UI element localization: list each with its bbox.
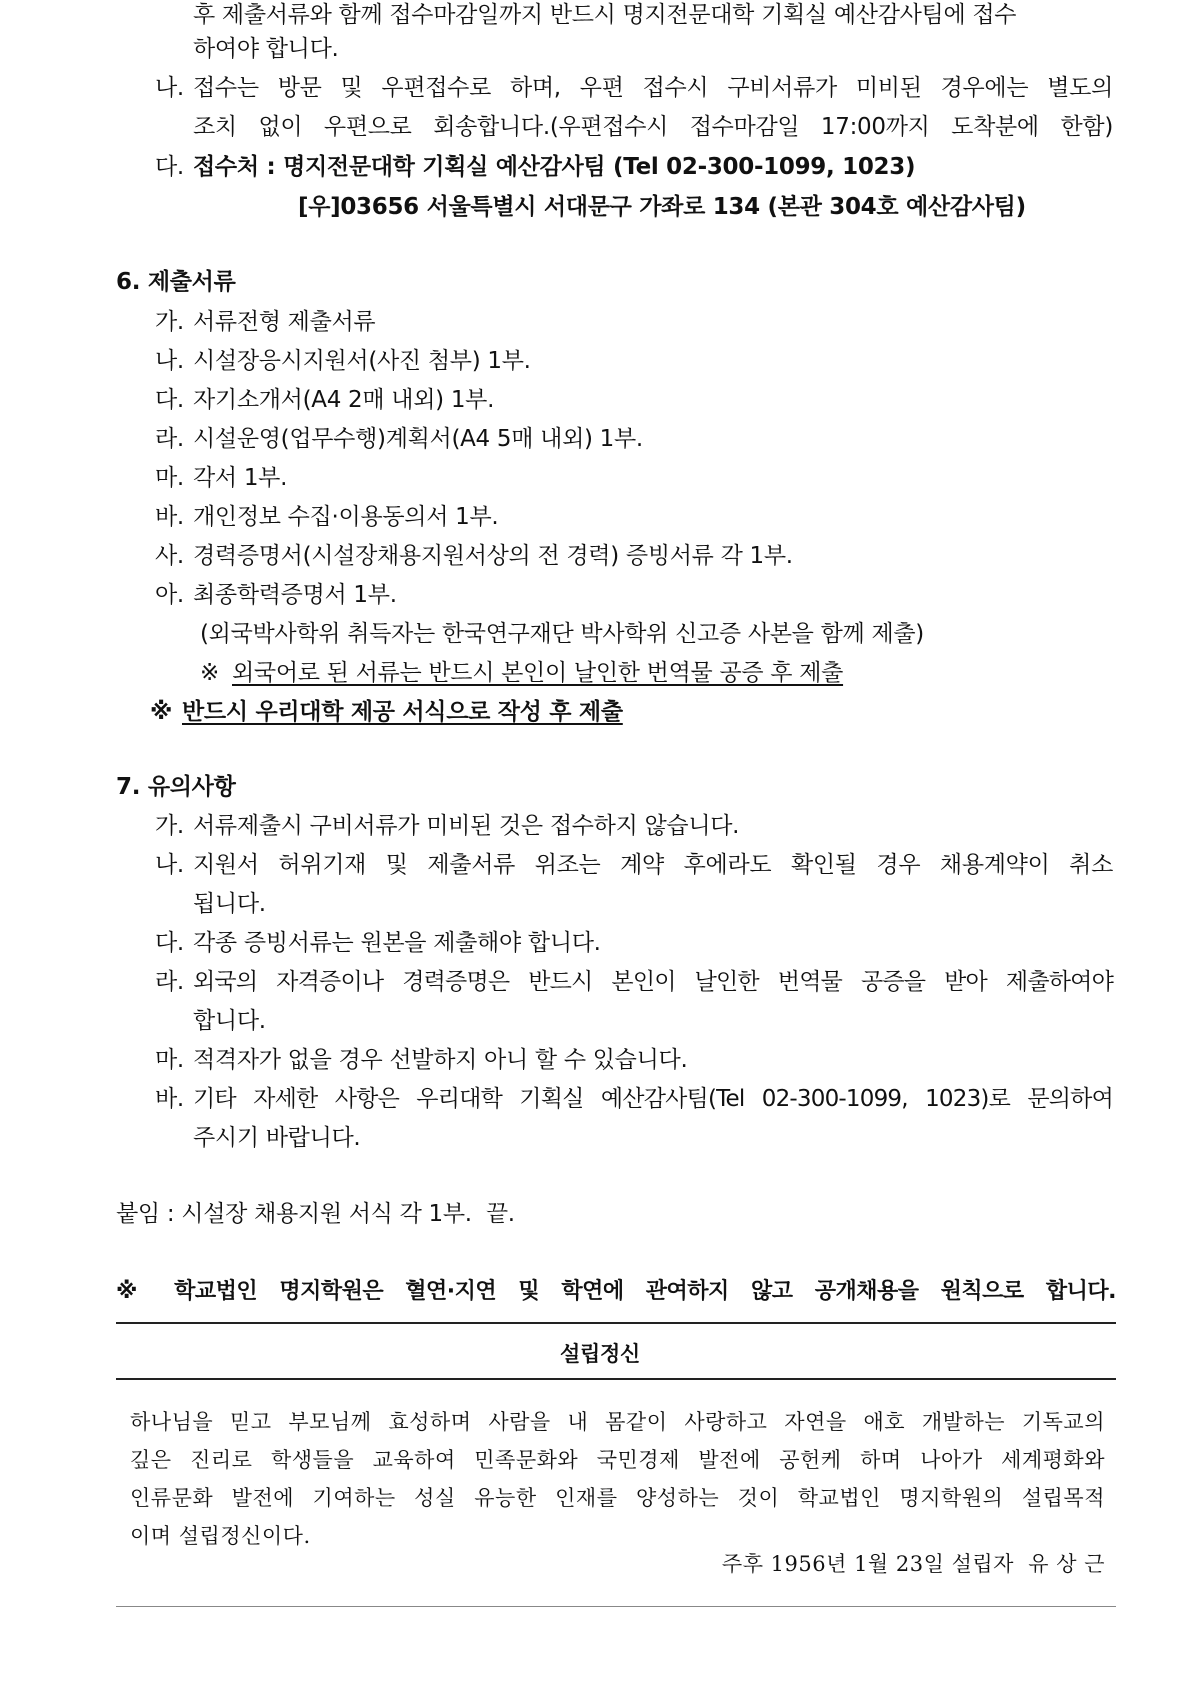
section7-title: 7. 유의사항 <box>116 774 236 800</box>
list-item: 서류제출시 구비서류가 미비된 것은 접수하지 않습니다. <box>193 813 740 839</box>
founding-spirit-title: 설립정신 <box>560 1341 640 1366</box>
list-item: 외국의 자격증이나 경력증명은 반드시 본인이 날인한 번역물 공증을 받아 제출하여야 <box>193 969 1113 995</box>
founding-spirit-line: 하나님을 믿고 부모님께 효성하며 사람을 내 몸같이 사랑하고 자연을 애호 개발하는 기독교의 <box>130 1410 1105 1434</box>
policy-notice: ※ 학교법인 명지학원은 혈연·지연 및 학연에 관여하지 않고 공개채용을 원칙으로 합니다. <box>116 1279 1116 1304</box>
attachment-line: 붙임 : 시설장 채용지원 서식 각 1부. 끝. <box>116 1201 515 1227</box>
section5-item-na-line2: 조치 없이 우편으로 회송합니다.(우편접수시 접수마감일 17:00까지 도착분에 한함) <box>193 114 1113 140</box>
form-note-symbol: ※ <box>150 699 173 725</box>
list-item-marker: 사. <box>155 543 184 569</box>
list-item-marker: 마. <box>155 1047 184 1073</box>
reception-address-line2: [우]03656 서울특별시 서대문구 가좌로 134 (본관 304호 예산감사팀) <box>298 194 1026 220</box>
founding-spirit-line: 이며 설립정신이다. <box>130 1524 311 1548</box>
list-item-marker: 마. <box>155 465 184 491</box>
list-item-marker: 가. <box>155 813 184 839</box>
list-item: 최종학력증명서 1부. <box>193 582 397 608</box>
founding-spirit-line: 인류문화 발전에 기여하는 성실 유능한 인재를 양성하는 것이 학교법인 명지학원의 설립목적 <box>130 1486 1105 1510</box>
form-requirement-note: 반드시 우리대학 제공 서식으로 작성 후 제출 <box>182 699 623 725</box>
section5-intro-line2: 하여야 합니다. <box>193 36 339 62</box>
reception-address-line1: 접수처 : 명지전문대학 기획실 예산감사팀 (Tel 02-300-1099, 1023) <box>193 154 916 180</box>
top-divider <box>116 1322 1116 1324</box>
list-item: 적격자가 없을 경우 선발하지 아니 할 수 있습니다. <box>193 1047 688 1073</box>
section5-item-marker: 다. <box>155 154 184 180</box>
list-item-marker: 가. <box>155 309 184 335</box>
foreign-degree-note: (외국박사학위 취득자는 한국연구재단 박사학위 신고증 사본을 함께 제출) <box>200 621 924 647</box>
list-item-marker: 바. <box>155 1086 184 1112</box>
list-item-marker: 다. <box>155 387 184 413</box>
list-item: 지원서 허위기재 및 제출서류 위조는 계약 후에라도 확인될 경우 채용계약이 취소 <box>193 852 1113 878</box>
section6-title: 6. 제출서류 <box>116 269 236 295</box>
founding-spirit-line: 깊은 진리로 학생들을 교육하여 민족문화와 국민경제 발전에 공헌케 하며 나아가 세계평화와 <box>130 1448 1105 1472</box>
list-item-marker: 아. <box>155 582 184 608</box>
bottom-divider <box>116 1606 1116 1607</box>
translation-note-symbol: ※ <box>200 660 219 686</box>
translation-note: 외국어로 된 서류는 반드시 본인이 날인한 번역물 공증 후 제출 <box>232 660 844 686</box>
list-item: 자기소개서(A4 2매 내외) 1부. <box>193 387 495 413</box>
list-item-marker: 라. <box>155 969 184 995</box>
section5-intro-line1: 후 제출서류와 함께 접수마감일까지 반드시 명지전문대학 기획실 예산감사팀에 접수 <box>193 2 1017 28</box>
list-item: 서류전형 제출서류 <box>193 309 376 335</box>
list-item-continuation: 됩니다. <box>193 891 266 917</box>
list-item: 기타 자세한 사항은 우리대학 기획실 예산감사팀(Tel 02-300-1099, 1023)로 문의하여 <box>193 1086 1113 1112</box>
list-item-marker: 다. <box>155 930 184 956</box>
list-item: 시설운영(업무수행)계획서(A4 5매 내외) 1부. <box>193 426 643 452</box>
list-item: 시설장응시지원서(사진 첨부) 1부. <box>193 348 531 374</box>
list-item-marker: 나. <box>155 852 184 878</box>
list-item-continuation: 주시기 바랍니다. <box>193 1125 361 1151</box>
list-item: 개인정보 수집·이용동의서 1부. <box>193 504 499 530</box>
list-item-marker: 라. <box>155 426 184 452</box>
title-divider <box>116 1378 1116 1380</box>
list-item-continuation: 합니다. <box>193 1008 266 1034</box>
list-item: 각종 증빙서류는 원본을 제출해야 합니다. <box>193 930 601 956</box>
founder-signature: 주후 1956년 1월 23일 설립자 유 상 근 <box>721 1552 1105 1576</box>
list-item-marker: 나. <box>155 348 184 374</box>
section5-item-marker: 나. <box>155 75 184 101</box>
list-item: 경력증명서(시설장채용지원서상의 전 경력) 증빙서류 각 1부. <box>193 543 793 569</box>
section5-item-na-line1: 접수는 방문 및 우편접수로 하며, 우편 접수시 구비서류가 미비된 경우에는 별도의 <box>193 75 1113 101</box>
list-item: 각서 1부. <box>193 465 288 491</box>
list-item-marker: 바. <box>155 504 184 530</box>
